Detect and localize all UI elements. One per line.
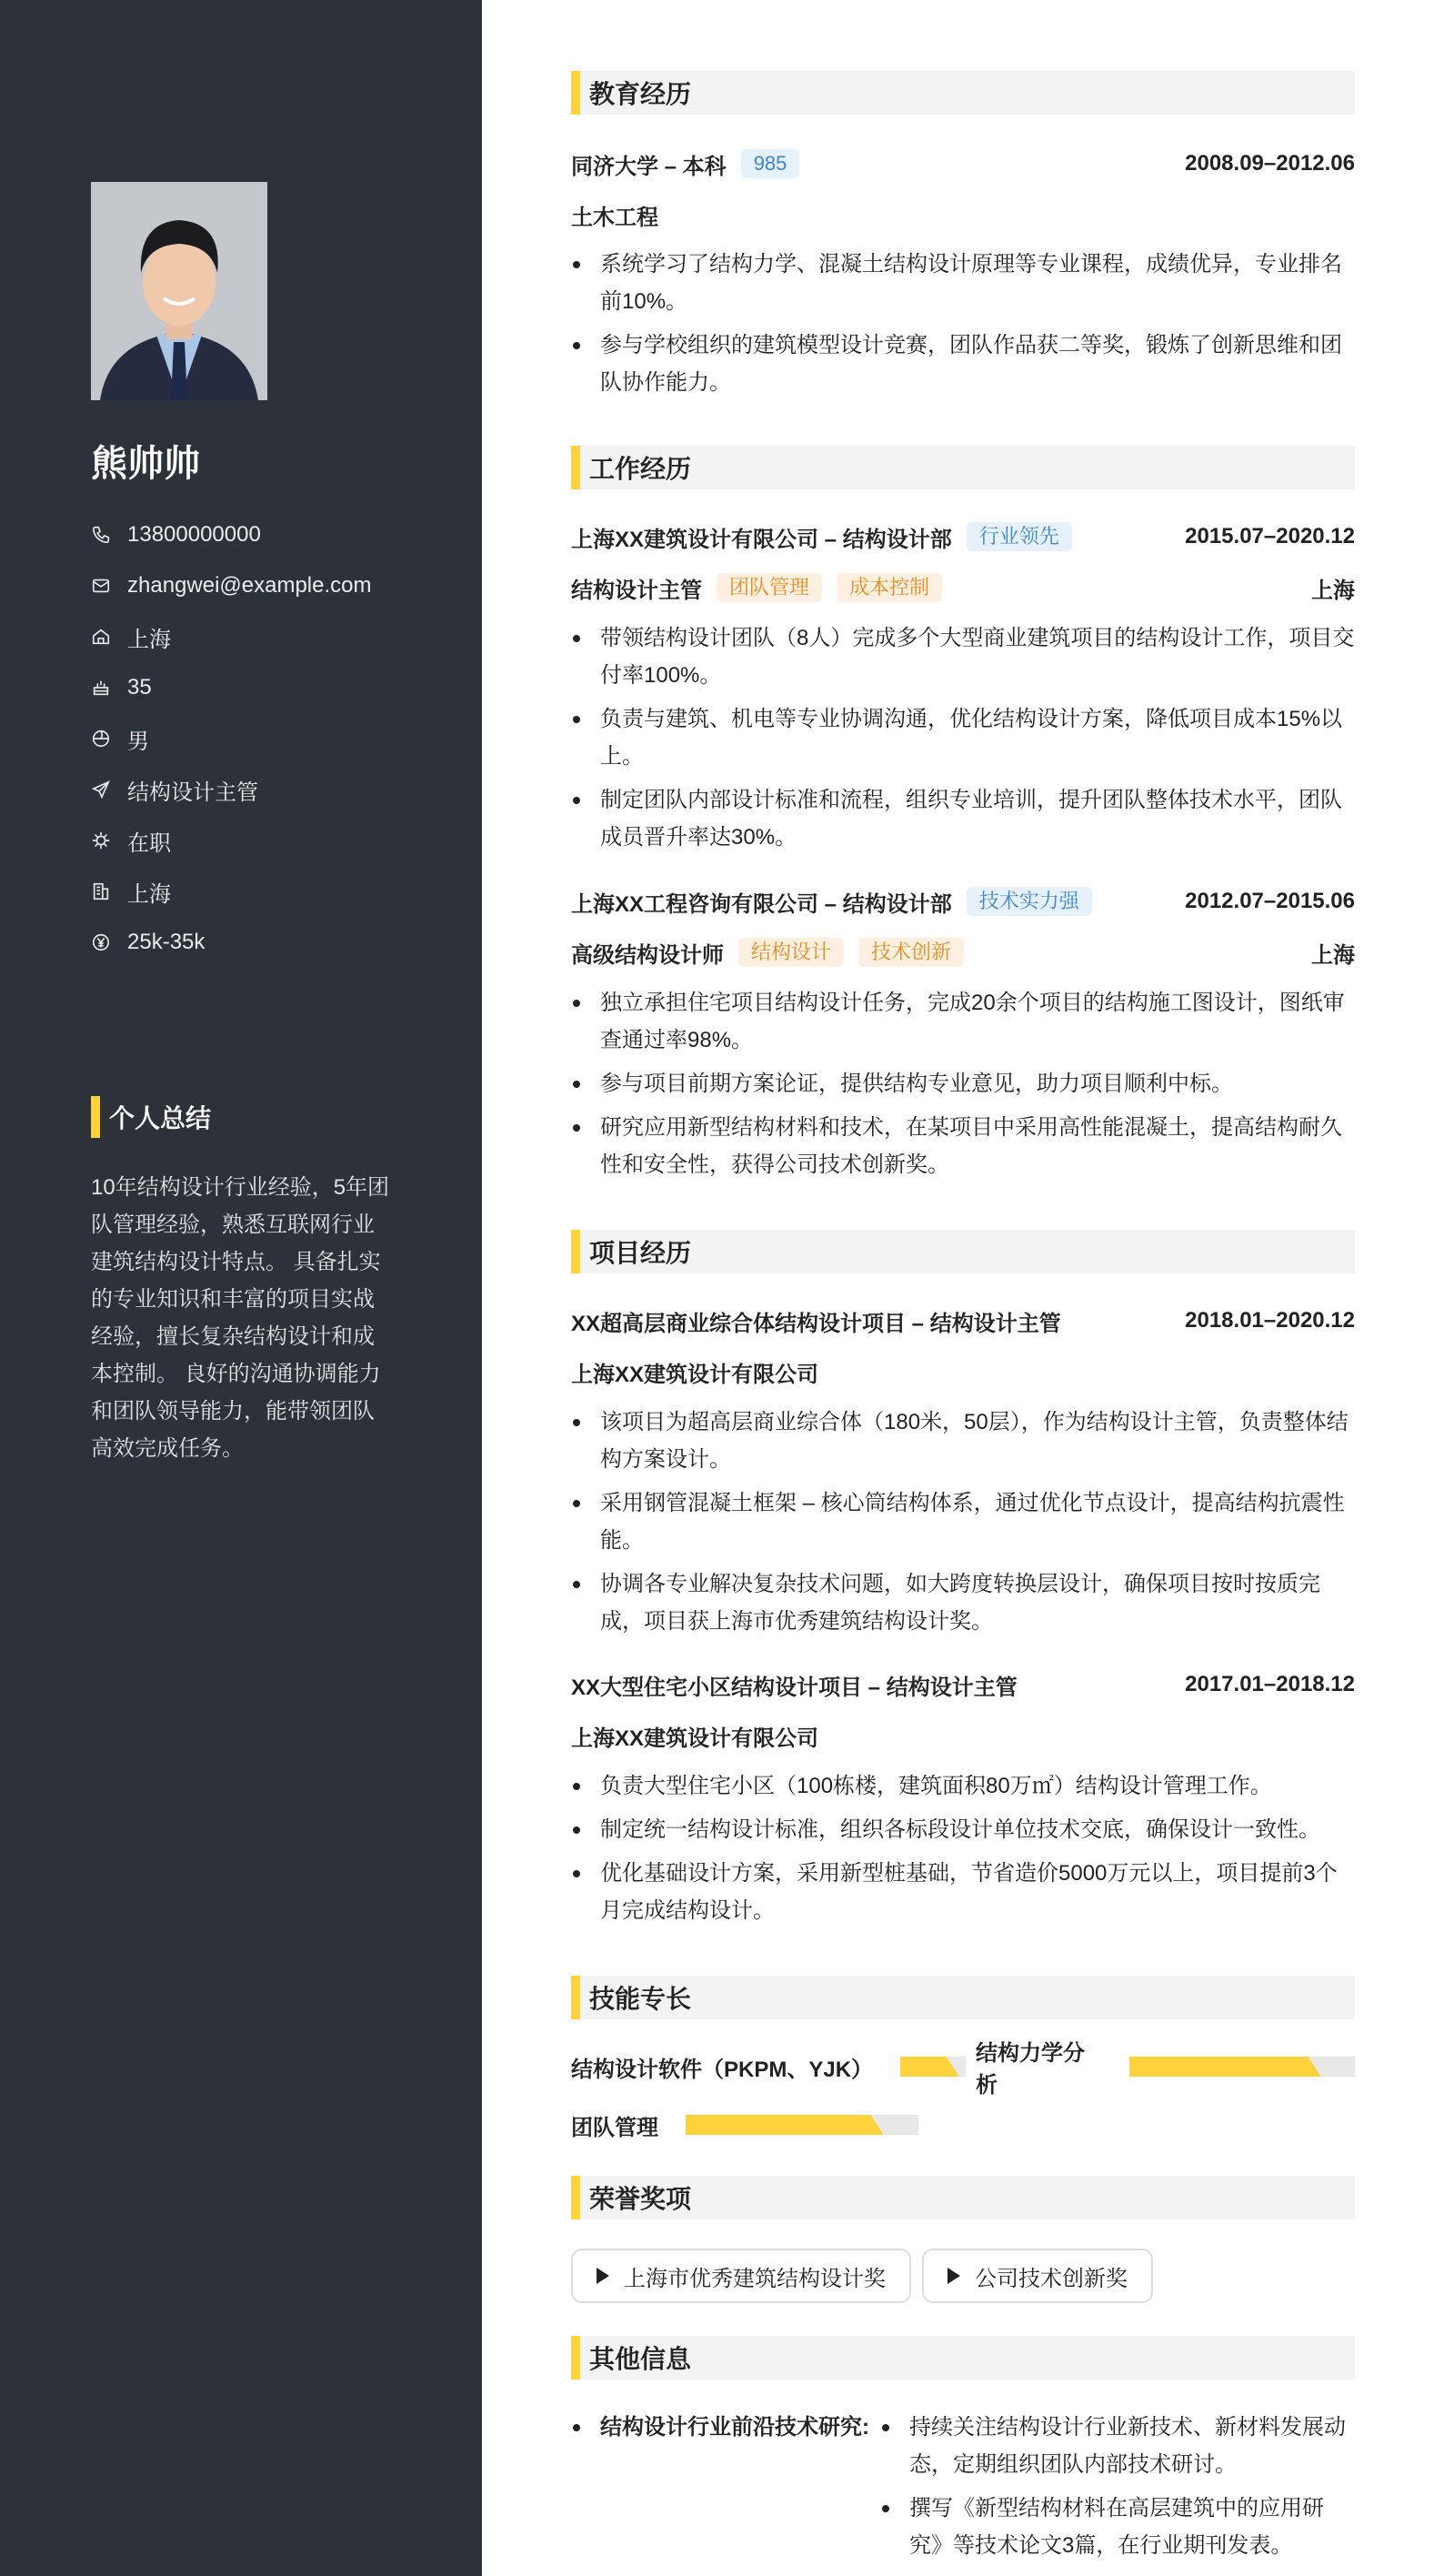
project-period: 2018.01–2020.12 [1185, 1308, 1355, 1333]
education-bullets [571, 246, 1355, 408]
home-icon [91, 627, 111, 647]
accent-bar [571, 71, 580, 115]
other-label: 结构设计行业前沿技术研究: [571, 2409, 869, 2446]
status-text: 在职 [127, 830, 171, 856]
accent-bar [571, 2336, 580, 2380]
job-period: 2015.07–2020.12 [1185, 524, 1355, 548]
gender-text: 男 [127, 729, 149, 754]
summary-heading [91, 1096, 211, 1138]
accent-bar [571, 1230, 580, 1273]
project-company-row [571, 1353, 1355, 1390]
section-title: 项目经历 [589, 1239, 692, 1267]
list-item: 参与项目前期方案论证，提供结构专业意见，助力项目顺利中标。 [571, 1065, 1355, 1102]
major: 土木工程 [571, 205, 658, 230]
school-name: 同济大学 – 本科 [571, 154, 727, 179]
education-header [571, 146, 1355, 182]
project-name: XX超高层商业综合体结构设计项目 – 结构设计主管 [571, 1311, 1061, 1336]
skill-bar-fill [686, 2115, 884, 2135]
sidebar [0, 0, 482, 2576]
list-item: 负责大型住宅小区（100栋楼，建筑面积80万㎡）结构设计管理工作。 [571, 1767, 1355, 1805]
job-role: 高级结构设计师 [571, 942, 724, 968]
job-company: 上海XX建筑设计有限公司 – 结构设计部 [571, 527, 952, 552]
age-text: 35 [127, 675, 152, 699]
list-item: 采用钢管混凝土框架 – 核心筒结构体系，通过优化节点设计，提高结构抗震性能。 [571, 1484, 1355, 1559]
education-period: 2008.09–2012.06 [1185, 151, 1355, 176]
info-location [91, 611, 372, 662]
award-label: 公司技术创新奖 [975, 2266, 1128, 2291]
skill-bar-fill [1129, 2057, 1321, 2077]
skill-name: 结构力学分析 [976, 2041, 1085, 2098]
location-text: 上海 [127, 627, 171, 652]
list-item: 该项目为超高层商业综合体（180米，50层），作为结构设计主管，负责整体结构方案设计。 [571, 1404, 1355, 1478]
target-city-text: 上海 [127, 881, 171, 907]
info-position [91, 764, 372, 815]
summary-text: 10年结构设计行业经验，5年团队管理经验，熟悉互联网行业建筑结构设计特点。 具备扎实的专业知识和丰富的项目实战经验，擅长复杂结构设计和成本控制。 良好的沟通协调能力和团队领导能力，能带领团队高效完成任务。 [91, 1175, 390, 1461]
education-major-row [571, 196, 1355, 233]
skill-bar-fill [900, 2057, 959, 2077]
gender-icon [91, 729, 111, 749]
info-phone [91, 509, 372, 560]
info-status [91, 815, 372, 866]
section-honors [571, 2176, 1355, 2219]
project-company: 上海XX建筑设计有限公司 [571, 1362, 819, 1387]
project-period: 2017.01–2018.12 [1185, 1672, 1355, 1696]
play-icon [597, 2268, 609, 2284]
skill-name: 团队管理 [571, 2115, 658, 2140]
accent-bar [571, 1976, 580, 2019]
skill-tag: 成本控制 [837, 573, 942, 602]
job-city: 上海 [1311, 578, 1355, 603]
job-tag: 行业领先 [967, 522, 1072, 551]
section-title: 其他信息 [589, 2345, 692, 2373]
other-bullets [880, 2409, 1355, 2571]
avatar-image [91, 182, 267, 400]
job-header [571, 883, 1355, 920]
award-label: 上海市优秀建筑结构设计奖 [624, 2266, 886, 2291]
accent-bar [91, 1096, 100, 1138]
skill-tag: 技术创新 [858, 938, 964, 967]
skill-tag: 结构设计 [738, 938, 844, 967]
section-title: 荣誉奖项 [589, 2185, 692, 2213]
project-company: 上海XX建筑设计有限公司 [571, 1726, 819, 1751]
skill-bar [900, 2057, 966, 2077]
skill-name: 结构设计软件（PKPM、YJK） [571, 2057, 874, 2082]
position-text: 结构设计主管 [127, 780, 258, 805]
salary-text: 25k-35k [127, 930, 206, 954]
job-company: 上海XX工程咨询有限公司 – 结构设计部 [571, 891, 952, 917]
job-bullets [571, 619, 1355, 862]
project-name: XX大型住宅小区结构设计项目 – 结构设计主管 [571, 1675, 1018, 1700]
school-tag: 985 [741, 149, 800, 178]
list-item: 系统学习了结构力学、混凝土结构设计原理等专业课程，成绩优异，专业排名前10%。 [571, 246, 1355, 320]
accent-bar [571, 446, 580, 489]
accent-bar [571, 2176, 580, 2219]
mail-icon [91, 576, 111, 596]
job-header [571, 518, 1355, 555]
summary-title: 个人总结 [109, 1104, 212, 1132]
list-item: 独立承担住宅项目结构设计任务，完成20余个项目的结构施工图设计，图纸审查通过率98%。 [571, 984, 1355, 1059]
building-icon [91, 881, 111, 901]
award-chip[interactable] [922, 2249, 1153, 2303]
cake-icon [91, 678, 111, 698]
section-projects [571, 1230, 1355, 1273]
list-item: 制定统一结构设计标准，组织各标段设计单位技术交底，确保设计一致性。 [571, 1811, 1355, 1848]
job-role-row [571, 569, 1355, 606]
section-other [571, 2336, 1355, 2380]
job-tag: 技术实力强 [967, 887, 1092, 916]
list-item: 负责与建筑、机电等专业协调沟通，优化结构设计方案，降低项目成本15%以上。 [571, 700, 1355, 775]
project-header [571, 1303, 1355, 1339]
skill-item [571, 2048, 966, 2085]
status-icon [91, 830, 111, 850]
phone-text: 13800000000 [127, 522, 261, 547]
list-item: 制定团队内部设计标准和流程，组织专业培训，提升团队整体技术水平，团队成员晋升率达30%。 [571, 781, 1355, 856]
project-company-row [571, 1717, 1355, 1754]
skill-bar [686, 2115, 918, 2135]
candidate-name: 熊帅帅 [91, 444, 200, 484]
section-education [571, 71, 1355, 115]
email-text: zhangwei@example.com [127, 573, 372, 598]
list-item: 撰写《新型结构材料在高层建筑中的应用研究》等技术论文3篇，在行业期刊发表。 [880, 2490, 1355, 2564]
info-gender [91, 713, 372, 764]
list-item: 研究应用新型结构材料和技术，在某项目中采用高性能混凝土，提高结构耐久性和安全性，获得公司技术创新奖。 [571, 1109, 1355, 1183]
job-period: 2012.07–2015.06 [1185, 889, 1355, 913]
section-skills [571, 1976, 1355, 2019]
project-bullets [571, 1404, 1355, 1646]
list-item: 带领结构设计团队（8人）完成多个大型商业建筑项目的结构设计工作，项目交付率100%。 [571, 619, 1355, 694]
contact-info-list [91, 509, 372, 968]
section-work [571, 446, 1355, 489]
send-icon [91, 780, 111, 800]
skill-item [571, 2107, 918, 2143]
section-title: 教育经历 [589, 80, 692, 108]
job-role-row [571, 934, 1355, 971]
skill-tag: 团队管理 [717, 573, 822, 602]
job-role: 结构设计主管 [571, 578, 702, 603]
list-item: 协调各专业解决复杂技术问题，如大跨度转换层设计，确保项目按时按质完成，项目获上海市优秀建筑结构设计奖。 [571, 1565, 1355, 1640]
list-item: 优化基础设计方案，采用新型桩基础，节省造价5000万元以上，项目提前3个月完成结构设计。 [571, 1855, 1355, 1929]
info-target-city [91, 866, 372, 917]
section-title: 技能专长 [589, 1985, 692, 2013]
award-chip[interactable] [571, 2249, 911, 2303]
list-item: 持续关注结构设计行业新技术、新材料发展动态，定期组织团队内部技术研讨。 [880, 2409, 1355, 2483]
skill-bar [1129, 2057, 1355, 2077]
currency-icon [91, 932, 111, 952]
project-header [571, 1666, 1355, 1703]
info-email [91, 560, 372, 611]
skill-item [976, 2041, 1355, 2098]
project-bullets [571, 1767, 1355, 1936]
job-bullets [571, 984, 1355, 1190]
play-icon [948, 2268, 960, 2284]
info-salary [91, 917, 372, 968]
info-age [91, 662, 372, 713]
section-title: 工作经历 [589, 455, 692, 483]
job-city: 上海 [1311, 942, 1355, 968]
profile-photo [91, 182, 267, 400]
list-item: 参与学校组织的建筑模型设计竞赛，团队作品获二等奖，锻炼了创新思维和团队协作能力。 [571, 327, 1355, 401]
phone-icon [91, 525, 111, 545]
